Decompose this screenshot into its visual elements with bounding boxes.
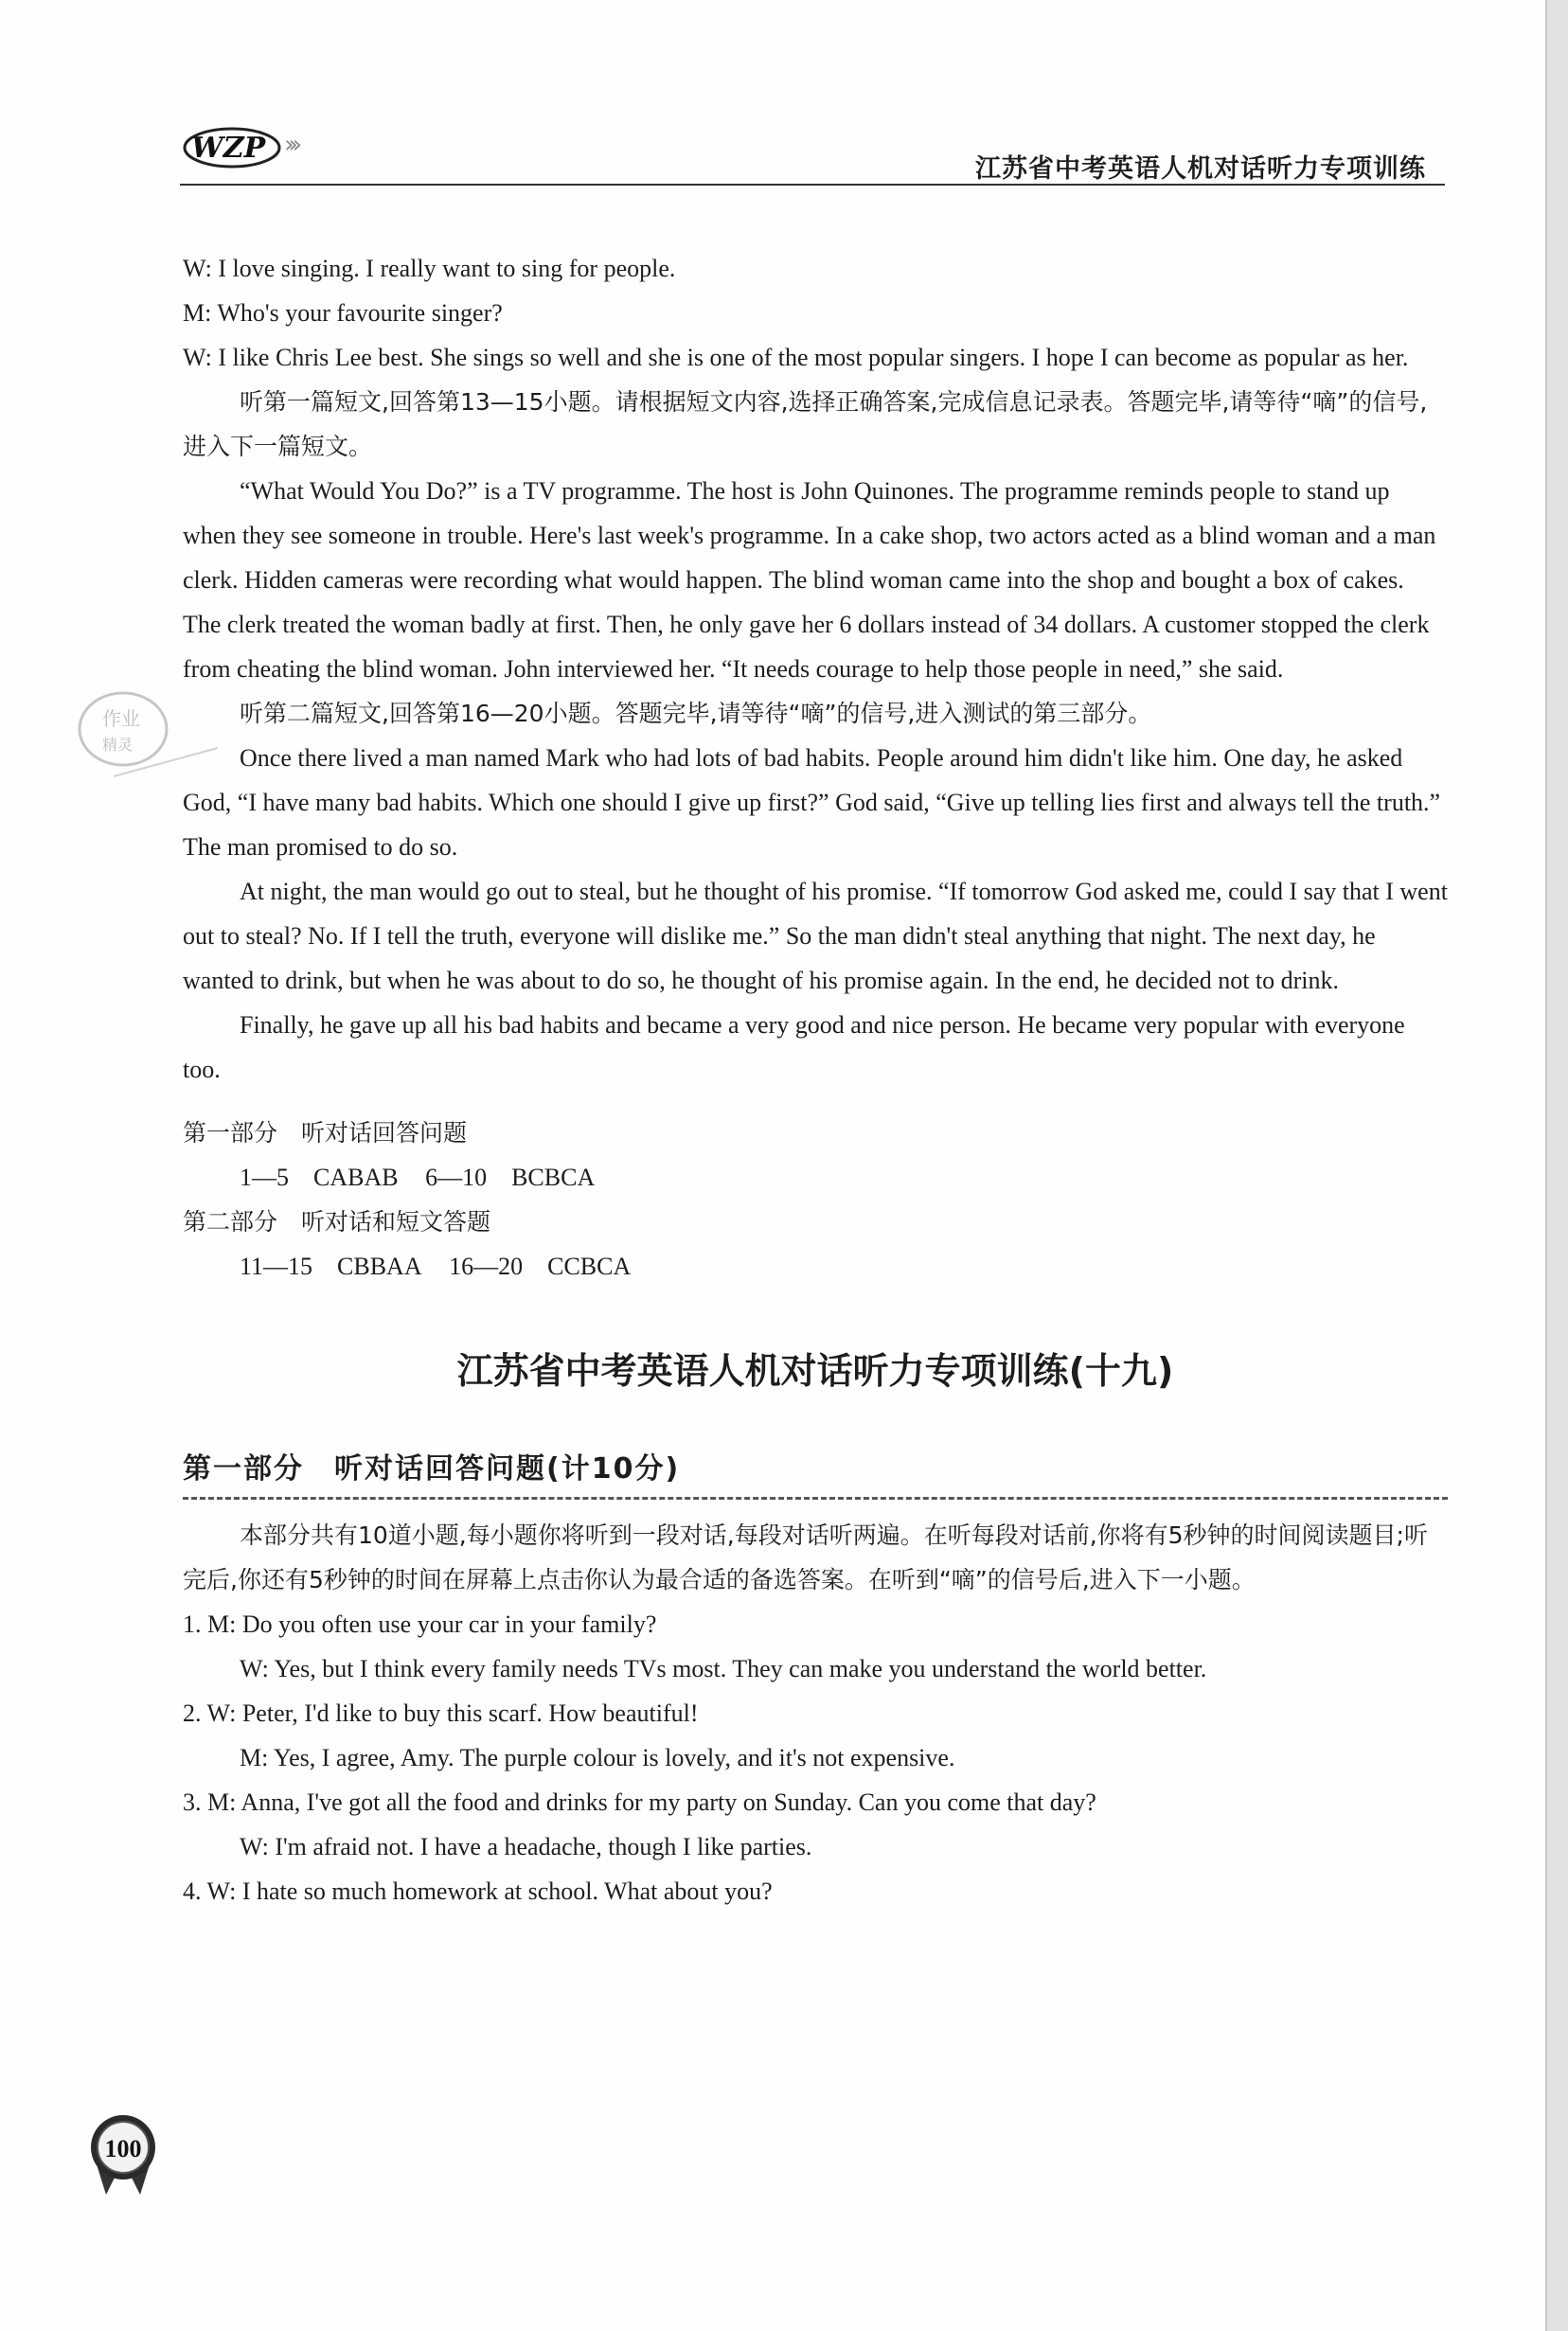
chevrons-icon: ››› <box>284 131 297 159</box>
question-line: 2. W: Peter, I'd like to buy this scarf. How beautiful! <box>183 1699 699 1727</box>
question-line: W: I'm afraid not. I have a headache, though I like parties. <box>240 1833 812 1860</box>
question-list <box>183 1602 1448 1913</box>
passage1-intro: 听第一篇短文,回答第13—15小题。请根据短文内容,选择正确答案,完成信息记录表。答题完毕,请等待“嘀”的信号,进入下一篇短文。 <box>183 388 1428 460</box>
question-item <box>183 1691 1448 1780</box>
svg-text:作业: 作业 <box>102 707 140 730</box>
header-rule <box>180 184 1445 186</box>
answer-part2-label: 第二部分 听对话和短文答题 <box>183 1208 491 1236</box>
question-item <box>183 1602 1448 1691</box>
dialogue-line: W: I like Chris Lee best. She sings so well and she is one of the most popular singers. I hope I can become as popular as her. <box>183 344 1409 371</box>
question-item <box>183 1780 1448 1869</box>
question-line: 4. W: I hate so much homework at school. What about you? <box>183 1877 773 1905</box>
answer-part1-row: 1—5 CABAB 6—10 BCBCA <box>240 1164 596 1191</box>
passage1-text: “What Would You Do?” is a TV programme. The host is John Quinones. The programme reminds people to stand up when they see someone in trouble. Here's last week's programme. In a cake shop, two actors acted as a blind woman and a man clerk. Hidden cameras were recording what would happen. The blind woman came into the shop and bought a box of cakes. The clerk treated the woman badly at first. Then, he only gave her 6 dollars instead of 34 dollars. A customer stopped the clerk from cheating the blind woman. John interviewed her. “It needs courage to help those people in need,” she said. <box>183 477 1436 683</box>
question-item <box>183 1869 1448 1913</box>
dialogue-line: W: I love singing. I really want to sing for people. <box>183 255 676 282</box>
question-line: W: Yes, but I think every family needs TVs most. They can make you understand the world better. <box>240 1655 1207 1682</box>
page-edge <box>1545 0 1568 2331</box>
page-content <box>183 246 1448 1913</box>
question-line: 3. M: Anna, I've got all the food and drinks for my party on Sunday. Can you come that day? <box>183 1788 1096 1816</box>
question-line: 1. M: Do you often use your car in your family? <box>183 1610 657 1638</box>
section-title: 江苏省中考英语人机对话听力专项训练(十九) <box>456 1350 1174 1392</box>
question-line: M: Yes, I agree, Amy. The purple colour is lovely, and it's not expensive. <box>240 1744 955 1771</box>
passage2-intro: 听第二篇短文,回答第16—20小题。答题完毕,请等待“嘀”的信号,进入测试的第三部分。 <box>240 700 1152 727</box>
page-header <box>180 102 1445 187</box>
answer-part1-label: 第一部分 听对话回答问题 <box>183 1119 468 1147</box>
passage2-paragraph: Finally, he gave up all his bad habits and became a very good and nice person. He became very popular with everyone too. <box>183 1011 1405 1083</box>
answer-key <box>183 1111 1448 1289</box>
logo-text: WZP <box>191 132 266 165</box>
dialogue-line: M: Who's your favourite singer? <box>183 299 503 327</box>
part-title: 第一部分 听对话回答问题(计10分) <box>183 1446 1448 1500</box>
svg-text:精灵: 精灵 <box>102 736 134 754</box>
passage2-paragraph: At night, the man would go out to steal, but he thought of his promise. “If tomorrow God asked me, could I say that I went out to steal? No. If I tell the truth, everyone will dislike me.” So the man didn't steal anything that night. The next day, he wanted to drink, but when he was about to do so, he thought of his promise again. In the end, he decided not to drink. <box>183 878 1448 994</box>
page-number: 100 <box>104 2135 142 2162</box>
header-title: 江苏省中考英语人机对话听力专项训练 <box>975 154 1426 184</box>
transcript-top <box>183 246 1448 380</box>
section-instructions: 本部分共有10道小题,每小题你将听到一段对话,每段对话听两遍。在听每段对话前,你将有5秒钟的时间阅读题目;听完后,你还有5秒钟的时间在屏幕上点击你认为最合适的备选答案。在听到“嘀”的信号后,进入下一小题。 <box>183 1521 1428 1593</box>
passage2-paragraph: Once there lived a man named Mark who had lots of bad habits. People around him didn't like him. One day, he asked God, “I have many bad habits. Which one should I give up first?” God said, “Give up telling lies first and always tell the truth.” The man promised to do so. <box>183 744 1441 861</box>
page-number-badge <box>78 2108 169 2198</box>
wzp-logo <box>180 112 297 178</box>
answer-part2-row: 11—15 CBBAA 16—20 CCBCA <box>240 1253 632 1280</box>
